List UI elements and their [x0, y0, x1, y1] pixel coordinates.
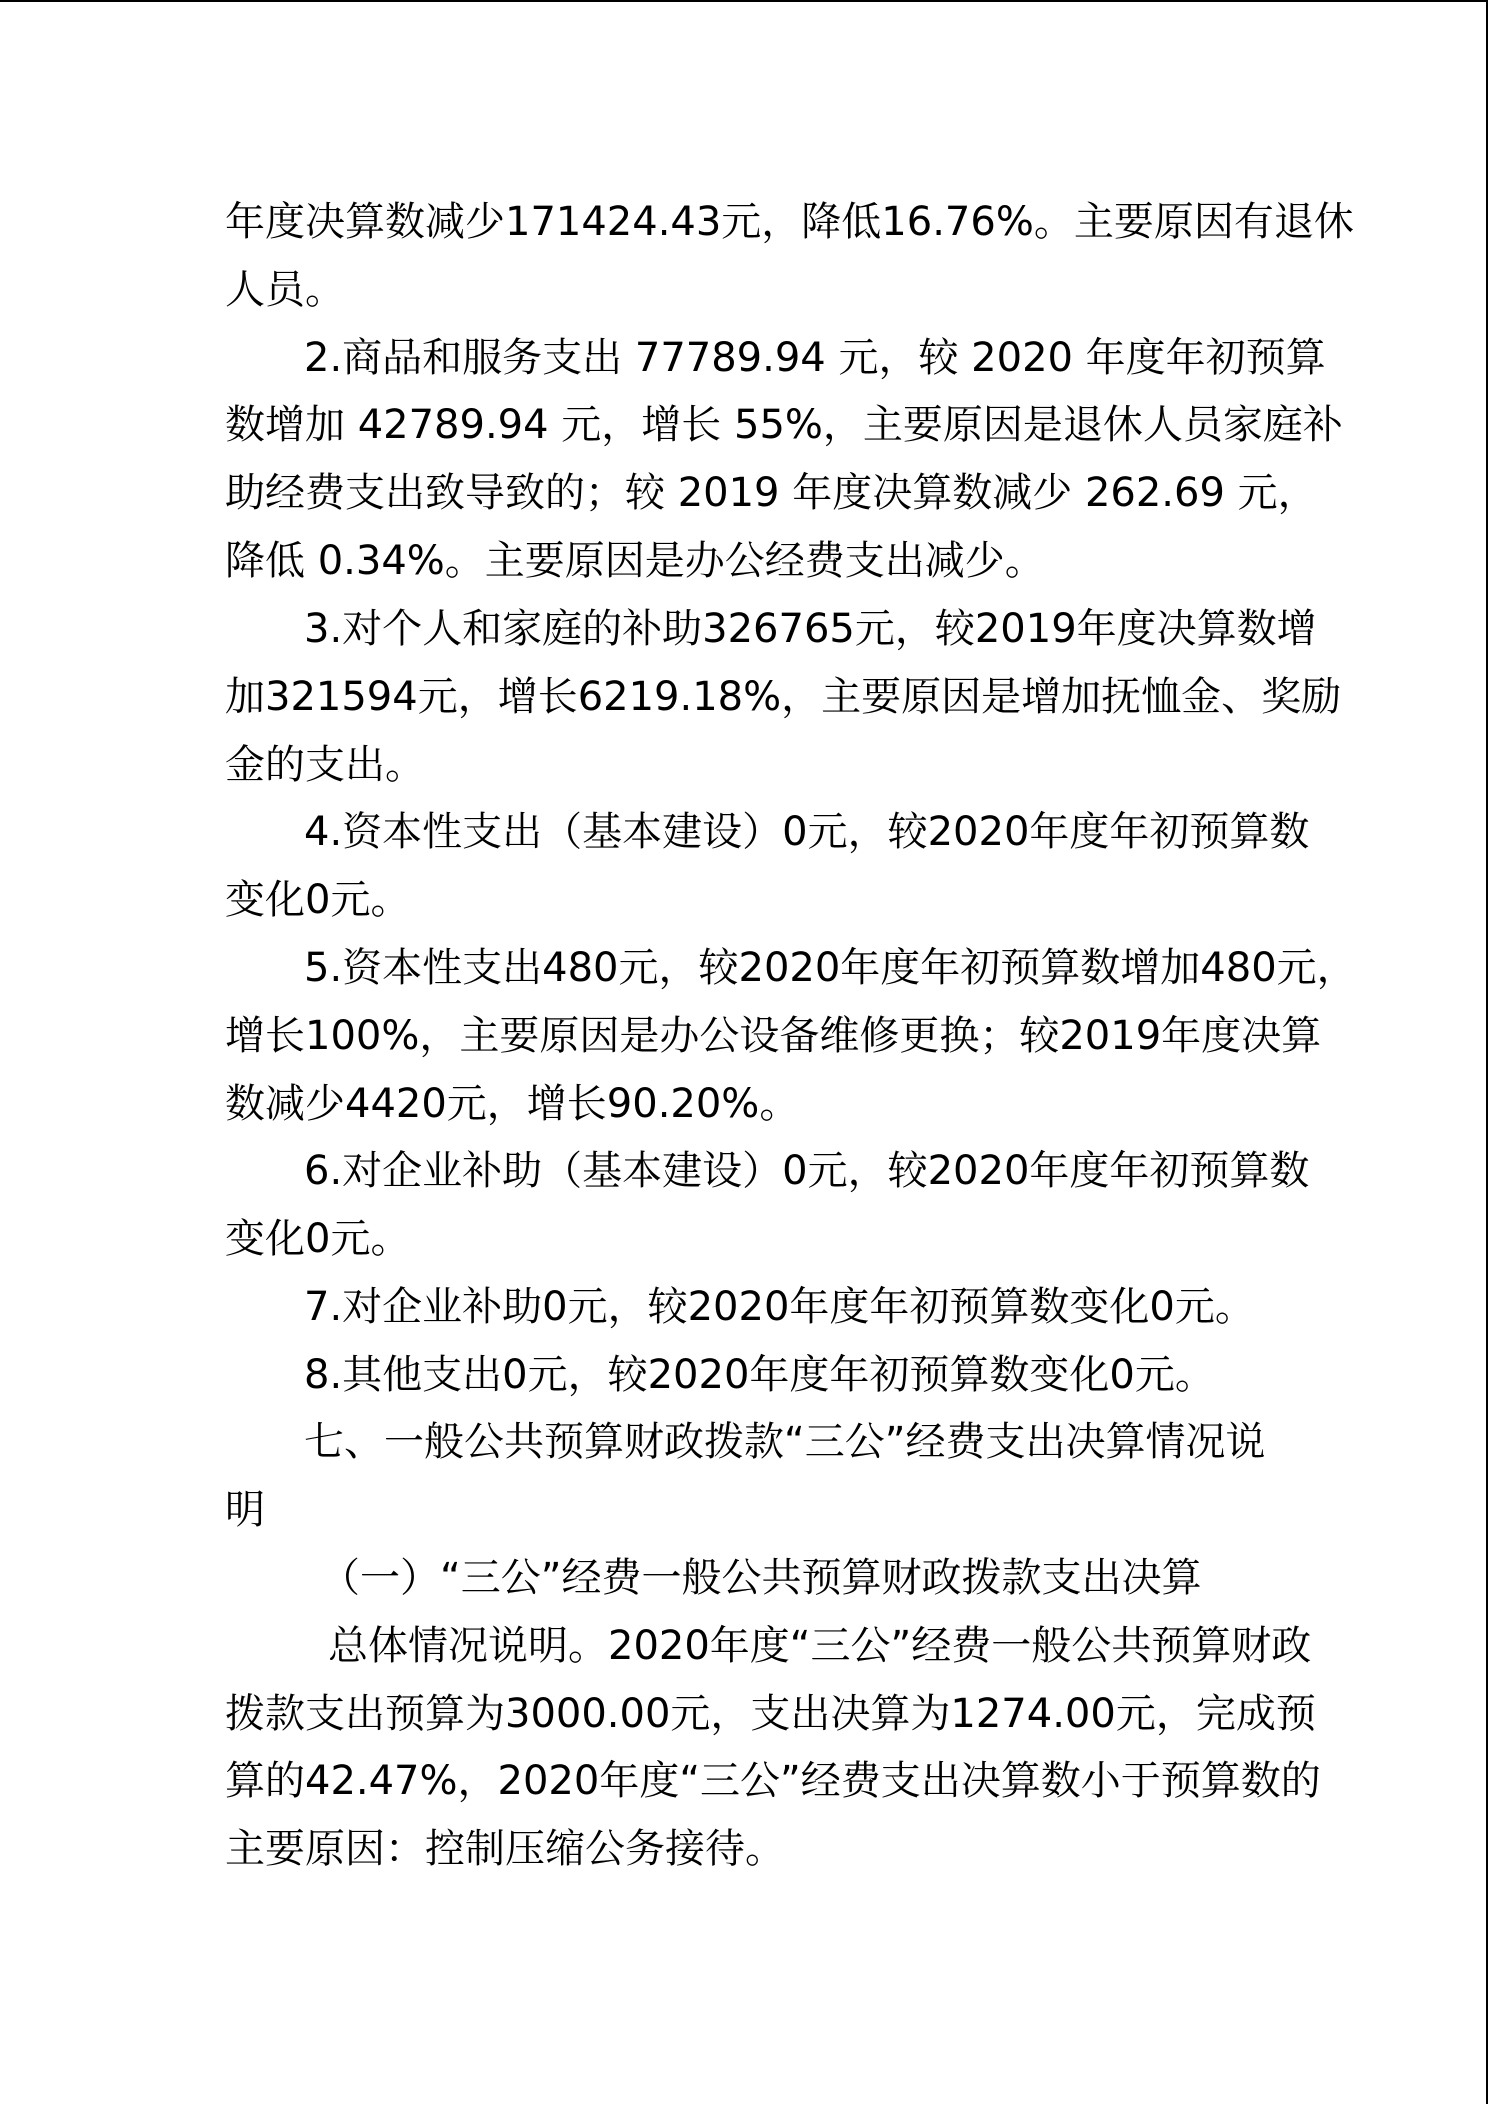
text-line: 2.商品和服务支出 77789.94 元，较 2020 年度年初预算	[304, 335, 1326, 381]
text-line: 变化0元。	[225, 877, 411, 923]
text-line: 5.资本性支出480元，较2020年度年初预算数增加480元，	[304, 945, 1357, 991]
text-line: 8.其他支出0元，较2020年度年初预算数变化0元。	[304, 1352, 1215, 1398]
text-line: 人员。	[225, 267, 345, 313]
text-line: 4.资本性支出（基本建设）0元，较2020年度年初预算数	[304, 809, 1310, 855]
text-line: 数减少4420元，增长90.20%。	[225, 1081, 800, 1127]
text-line: 算的42.47%，2020年度“三公”经费支出决算数小于预算数的	[225, 1758, 1321, 1804]
text-line: 金的支出。	[225, 742, 425, 788]
text-line: 7.对企业补助0元，较2020年度年初预算数变化0元。	[304, 1284, 1255, 1330]
text-line: 拨款支出预算为3000.00元，支出决算为1274.00元，完成预	[225, 1691, 1316, 1737]
text-line: 数增加 42789.94 元，增长 55%，主要原因是退休人员家庭补	[225, 402, 1343, 448]
text-line: 增长100%，主要原因是办公设备维修更换；较2019年度决算	[225, 1013, 1322, 1059]
subsection-heading: （一）“三公”经费一般公共预算财政拨款支出决算	[320, 1555, 1202, 1601]
section-heading: 七、一般公共预算财政拨款“三公”经费支出决算情况说	[304, 1419, 1266, 1465]
text-line: 年度决算数减少171424.43元，降低16.76%。主要原因有退休	[225, 199, 1354, 245]
text-line: 3.对个人和家庭的补助326765元，较2019年度决算数增	[304, 606, 1317, 652]
text-line: 总体情况说明。2020年度“三公”经费一般公共预算财政	[328, 1623, 1312, 1669]
text-line: 加321594元，增长6219.18%，主要原因是增加抚恤金、奖励	[225, 674, 1342, 720]
text-line: 6.对企业补助（基本建设）0元，较2020年度年初预算数	[304, 1148, 1310, 1194]
text-line: 助经费支出致导致的；较 2019 年度决算数减少 262.69 元，	[225, 470, 1318, 516]
section-heading: 明	[225, 1487, 265, 1533]
text-line: 主要原因：控制压缩公务接待。	[225, 1826, 785, 1872]
text-line: 变化0元。	[225, 1216, 411, 1262]
text-line: 降低 0.34%。主要原因是办公经费支出减少。	[225, 538, 1045, 584]
